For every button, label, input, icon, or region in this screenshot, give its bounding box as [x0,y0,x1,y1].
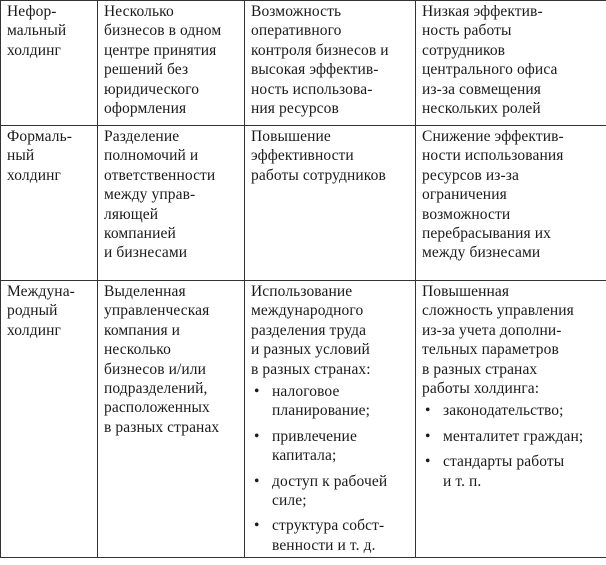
disadvantages-text: Низкая эффектив- ность работы сотрудников центрального офиса из-за совмещения нескольких ролей [422,3,558,118]
holding-type-label: Междуна- родный холдинг [7,283,75,339]
disadvantages-intro: Повышенная сложность управления из-за учета дополни- тельных параметров в разных странах работы холдинга: [422,283,574,398]
advantages-list [251,382,411,555]
description-text: Разделение полномочий и ответственности между управ- ляющей компанией и бизнесами [104,128,216,262]
disadvantages-cell [416,126,606,281]
bullet-icon: • [254,517,260,535]
list-item [422,427,602,446]
list-item-text: законодательство; [443,402,564,420]
disadvantages-list [422,401,602,491]
list-item [251,472,411,511]
bullet-icon: • [254,427,260,445]
list-item [422,452,602,491]
advantages-cell [245,1,416,126]
list-item [251,427,411,466]
bullet-icon: • [425,427,431,445]
table-row [1,126,606,281]
list-item [422,401,602,420]
holding-type-cell [1,126,98,281]
disadvantages-text: Снижение эффектив- ности использования ресурсов из-за ограничения возможности перебрасывания их между бизнесами [422,128,564,262]
advantages-intro: Использование международного разделения труда и разных условий в разных странах: [251,283,371,378]
holding-type-label: Нефор- мальный холдинг [7,3,67,59]
description-text: Несколько бизнесов в одном центре принятия решений без юридического оформления [104,3,222,118]
holding-type-cell [1,281,98,558]
description-cell [98,1,245,126]
holding-type-label: Формаль- ный холдинг [7,128,72,184]
bullet-icon: • [425,402,431,420]
description-text: Выделенная управленческая компания и несколько бизнесов и/или подразделений, расположенных в разных странах [104,283,220,436]
list-item [251,382,411,421]
bullet-icon: • [254,472,260,490]
list-item [251,516,411,555]
advantages-text: Возможность оперативного контроля бизнесов и высокая эффектив- ность использова- ния ресурсов [251,3,389,118]
disadvantages-cell [416,281,606,558]
description-cell [98,281,245,558]
table-row [1,1,606,126]
list-item-text: менталитет граждан; [443,427,584,445]
advantages-cell [245,126,416,281]
list-item-text: структура собст- венности и т. д. [272,517,385,554]
holding-type-cell [1,1,98,126]
list-item-text: стандарты работы и т. п. [443,453,565,490]
table-row [1,281,606,558]
list-item-text: налоговое планирование; [272,383,371,420]
disadvantages-cell [416,1,606,126]
bullet-icon: • [254,383,260,401]
advantages-cell [245,281,416,558]
list-item-text: привлечение капитала; [272,427,357,465]
advantages-text: Повышение эффективности работы сотрудников [251,128,386,184]
list-item-text: доступ к рабочей силе; [272,472,388,510]
description-cell [98,126,245,281]
bullet-icon: • [425,453,431,471]
